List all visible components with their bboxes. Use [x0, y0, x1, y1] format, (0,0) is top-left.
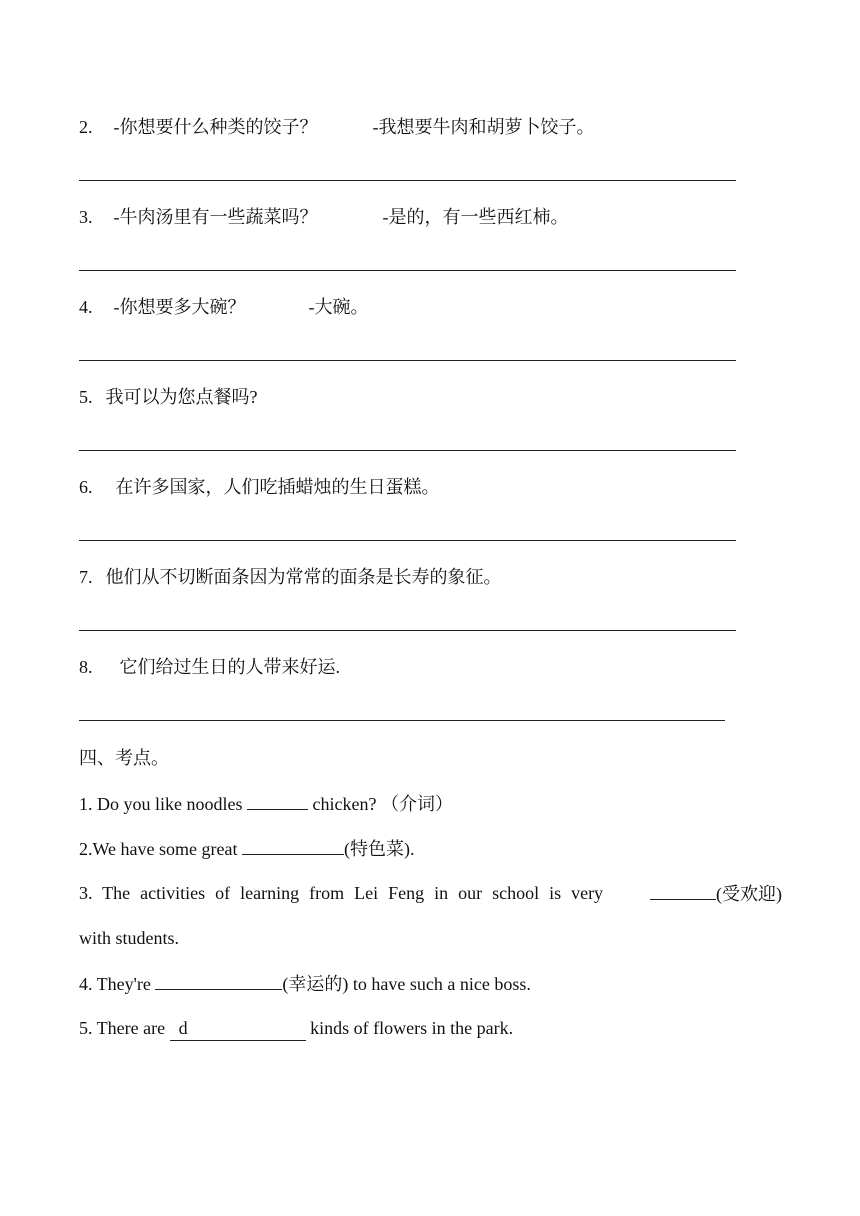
exercise-text-before: 4. They're [79, 974, 156, 994]
fill-blank[interactable] [247, 791, 308, 810]
item-number: 3. [79, 207, 93, 227]
item-answer: -是的，有一些西红柿。 [382, 207, 569, 227]
exercise-text-after: (特色菜). [343, 839, 415, 859]
item-question: -你想要什么种类的饺子？ [113, 117, 318, 137]
item-text: 它们给过生日的人带来好运. [119, 657, 340, 677]
item-number: 7. [79, 567, 93, 587]
exercise-text-after: chicken? （介词） [308, 794, 453, 814]
exercise-item-1 [79, 791, 453, 816]
fill-blank[interactable] [170, 1016, 306, 1041]
translation-item-8 [79, 655, 340, 679]
blank-hint-letter: d [178, 1018, 188, 1038]
item-answer: -我想要牛肉和胡萝卜饺子。 [372, 117, 595, 137]
exercise-text-before: 1. Do you like noodles [79, 794, 247, 814]
exercise-item-5 [79, 1016, 513, 1041]
fill-blank[interactable] [242, 836, 344, 855]
exercise-item-3-continuation: with students. [79, 928, 180, 948]
translation-item-6 [79, 475, 440, 499]
exercise-text-after: (幸运的) to have such a nice boss. [282, 974, 531, 994]
translation-item-2 [79, 115, 595, 139]
exercise-text-before: 3. The activities of learning from Lei Feng in our school is very [79, 883, 614, 903]
fill-blank[interactable] [155, 971, 282, 990]
item-number: 2. [79, 117, 93, 137]
translation-item-5 [79, 385, 258, 409]
item-number: 6. [79, 477, 93, 497]
exercise-text-after: (受欢迎) [716, 884, 782, 904]
answer-line-5 [79, 450, 736, 451]
exercise-item-3 [79, 881, 782, 906]
item-question: -牛肉汤里有一些蔬菜吗？ [113, 207, 318, 227]
fill-blank[interactable] [650, 881, 716, 900]
answer-line-6 [79, 540, 736, 541]
answer-line-2 [79, 180, 736, 181]
exercise-item-2 [79, 836, 414, 861]
item-number: 4. [79, 297, 93, 317]
item-text: 他们从不切断面条因为常常的面条是长寿的象征。 [105, 567, 502, 587]
item-number: 5. [79, 387, 93, 407]
translation-item-4 [79, 295, 369, 319]
translation-item-7 [79, 565, 502, 589]
answer-line-7 [79, 630, 736, 631]
answer-line-3 [79, 270, 736, 271]
exercise-text-after: kinds of flowers in the park. [305, 1018, 514, 1038]
item-text: 我可以为您点餐吗? [105, 387, 258, 407]
section-title: 四、考点。 [79, 748, 169, 768]
item-question: -你想要多大碗？ [113, 297, 246, 317]
exercise-text-before: 5. There are [79, 1018, 170, 1038]
exercise-text-before: 2.We have some great [79, 839, 242, 859]
item-answer: -大碗。 [308, 297, 369, 317]
item-number: 8. [79, 657, 93, 677]
answer-line-4 [79, 360, 736, 361]
translation-item-3 [79, 205, 569, 229]
exercise-item-4 [79, 971, 531, 996]
answer-line-8 [79, 720, 725, 721]
item-text: 在许多国家，人们吃插蜡烛的生日蛋糕。 [115, 477, 440, 497]
